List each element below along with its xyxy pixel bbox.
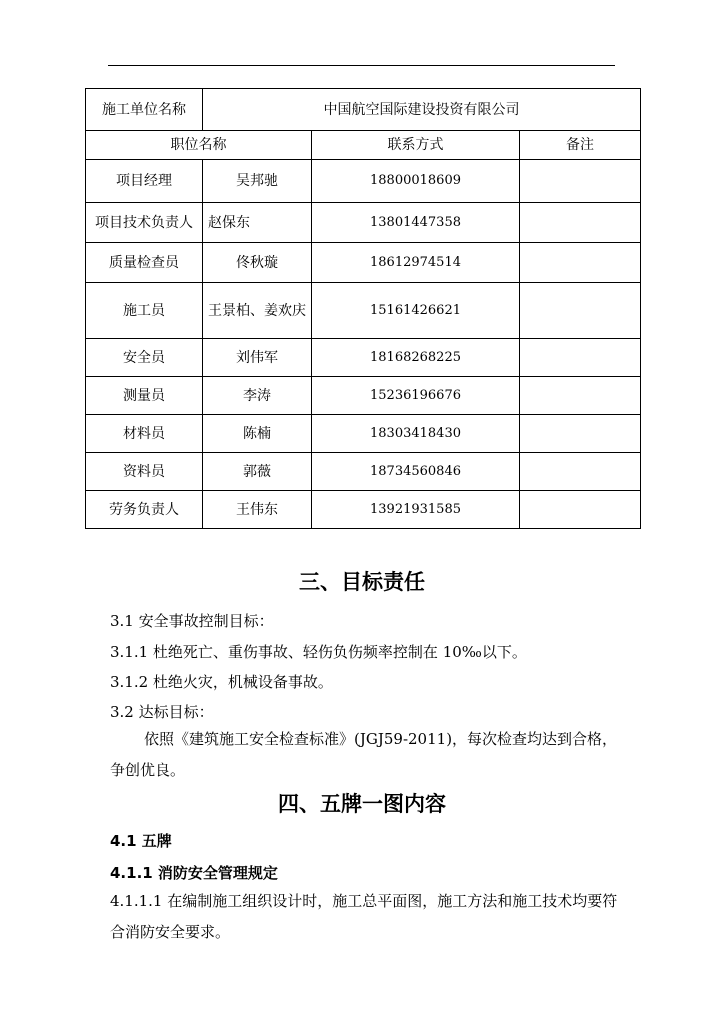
- role-cell: 测量员: [86, 377, 203, 415]
- subheading: 4.1.1 消防安全管理规定: [110, 864, 278, 882]
- paragraph: 3.1.2 杜绝火灾，机械设备事故。: [110, 673, 333, 691]
- phone-cell: 15161426621: [312, 283, 520, 339]
- name-cell: 王伟东: [203, 491, 312, 529]
- header-position: 职位名称: [86, 131, 312, 160]
- phone-cell: 18168268225: [312, 339, 520, 377]
- table-row: [86, 243, 641, 283]
- header-remark: 备注: [520, 131, 641, 160]
- paragraph: 4.1.1.1 在编制施工组织设计时，施工总平面图，施工方法和施工技术均要符合消防安全要求。: [110, 892, 618, 941]
- table-row: [86, 491, 641, 529]
- paragraph: 3.1.1 杜绝死亡、重伤事故、轻伤负伤频率控制在 10‰以下。: [110, 643, 527, 661]
- role-cell: 项目技术负责人: [86, 203, 203, 243]
- role-cell: 项目经理: [86, 160, 203, 203]
- unit-label: 施工单位名称: [86, 89, 203, 131]
- phone-cell: 18303418430: [312, 415, 520, 453]
- phone-cell: 15236196676: [312, 377, 520, 415]
- remark-cell: [520, 339, 641, 377]
- remark-cell: [520, 415, 641, 453]
- role-cell: 资料员: [86, 453, 203, 491]
- name-cell: 王景柏、姜欢庆: [203, 283, 312, 339]
- role-cell: 劳务负责人: [86, 491, 203, 529]
- paragraph: 依照《建筑施工安全检查标准》(JGJ59-2011)，每次检查均达到合格，争创优良。: [110, 730, 618, 779]
- remark-cell: [520, 243, 641, 283]
- unit-value: 中国航空国际建设投资有限公司: [203, 89, 641, 131]
- phone-cell: 18800018609: [312, 160, 520, 203]
- phone-cell: 13801447358: [312, 203, 520, 243]
- table-row: [86, 377, 641, 415]
- remark-cell: [520, 160, 641, 203]
- name-cell: 吴邦驰: [203, 160, 312, 203]
- paragraph: 3.1 安全事故控制目标：: [110, 612, 274, 630]
- paragraph: 3.2 达标目标：: [110, 703, 214, 721]
- section-3-title: 三、目标责任: [299, 570, 425, 594]
- remark-cell: [520, 491, 641, 529]
- name-cell: 郭薇: [203, 453, 312, 491]
- role-cell: 施工员: [86, 283, 203, 339]
- name-cell: 陈楠: [203, 415, 312, 453]
- table-row: [86, 203, 641, 243]
- header-contact: 联系方式: [312, 131, 520, 160]
- table-row: [86, 415, 641, 453]
- role-cell: 质量检查员: [86, 243, 203, 283]
- name-cell: 赵保东: [203, 203, 312, 243]
- unit-row: [86, 89, 641, 131]
- subheading: 4.1 五牌: [110, 832, 172, 850]
- phone-cell: 18612974514: [312, 243, 520, 283]
- remark-cell: [520, 377, 641, 415]
- table-row: [86, 453, 641, 491]
- name-cell: 李涛: [203, 377, 312, 415]
- remark-cell: [520, 453, 641, 491]
- phone-cell: 18734560846: [312, 453, 520, 491]
- contact-table: [85, 88, 641, 529]
- remark-cell: [520, 203, 641, 243]
- section-4-title: 四、五牌一图内容: [278, 792, 446, 816]
- role-cell: 安全员: [86, 339, 203, 377]
- table-row: [86, 283, 641, 339]
- table-row: [86, 339, 641, 377]
- role-cell: 材料员: [86, 415, 203, 453]
- remark-cell: [520, 283, 641, 339]
- name-cell: 刘伟军: [203, 339, 312, 377]
- phone-cell: 13921931585: [312, 491, 520, 529]
- name-cell: 佟秋璇: [203, 243, 312, 283]
- header-row: [86, 131, 641, 160]
- header-rule: [108, 65, 615, 66]
- table-row: [86, 160, 641, 203]
